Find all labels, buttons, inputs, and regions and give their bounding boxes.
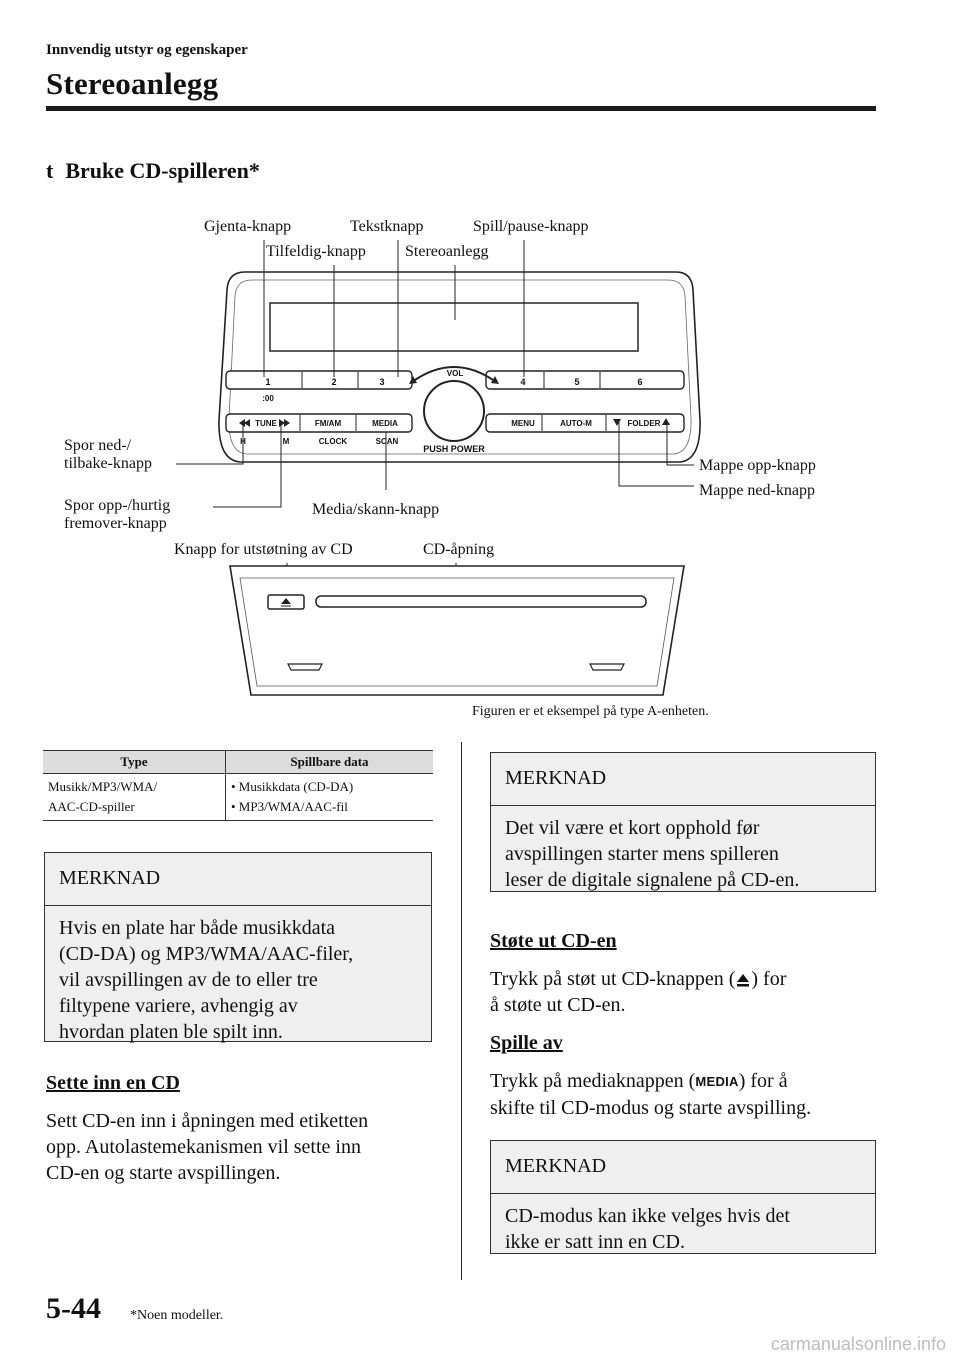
note-right-bottom-title: MERKNAD xyxy=(505,1155,607,1177)
callout-track-down-1: Spor ned-/ xyxy=(64,437,132,454)
callout-track-up-1: Spor opp-/hurtig xyxy=(64,497,171,514)
table-cell-data xyxy=(226,774,434,821)
button-1-label: 1 xyxy=(265,377,271,387)
note-right-top-title: MERKNAD xyxy=(505,767,607,789)
heading-marker: t xyxy=(46,158,54,183)
table-cell-type xyxy=(43,774,226,821)
media-label: MEDIA xyxy=(372,419,398,428)
callout-stereo: Stereoanlegg xyxy=(405,243,489,260)
chapter-title: Stereoanlegg xyxy=(46,66,219,101)
playable-data-table xyxy=(43,750,433,821)
type-line-2: AAC-CD-spiller xyxy=(48,799,135,814)
note-right-top xyxy=(490,752,876,892)
column-divider xyxy=(461,742,462,1280)
footnote: *Noen modeller. xyxy=(130,1308,224,1323)
volume-knob xyxy=(424,381,484,441)
insert-title: Sette inn en CD xyxy=(46,1072,180,1094)
preset-bar-right xyxy=(486,371,684,389)
eject-icon xyxy=(735,972,751,988)
cd-unit-face xyxy=(230,566,684,695)
note-right-top-body: Det vil være et kort opphold før avspillingen starter mens spilleren leser de digitale signalene på CD-en. xyxy=(505,817,800,891)
note-left xyxy=(44,852,432,1042)
callout-eject: Knapp for utstøtning av CD xyxy=(174,541,353,558)
h-label: H xyxy=(240,437,246,446)
section-title: Innvendig utstyr og egenskaper xyxy=(46,42,248,58)
vol-label: VOL xyxy=(446,369,464,378)
push-power-label: PUSH POWER xyxy=(423,444,485,454)
button-5-label: 5 xyxy=(574,377,580,387)
media-button-icon: MEDIA xyxy=(695,1074,739,1089)
menu-label: MENU xyxy=(511,419,535,428)
eject-title: Støte ut CD-en xyxy=(490,930,617,952)
clock-label: CLOCK xyxy=(318,437,348,446)
scan-label: SCAN xyxy=(375,437,399,446)
data-item-1: • Musikkdata (CD-DA) xyxy=(231,779,354,794)
autom-label: AUTO-M xyxy=(560,419,592,428)
button-2-label: 2 xyxy=(331,377,337,387)
callout-random: Tilfeldig-knapp xyxy=(266,243,366,260)
callout-slot: CD-åpning xyxy=(423,541,495,558)
figure-caption: Figuren er et eksempel på type A-enheten. xyxy=(472,704,709,719)
table-row xyxy=(43,774,433,821)
callout-text: Tekstknapp xyxy=(350,218,424,235)
insert-text: Sett CD-en inn i åpningen med etiketten opp. Autolastemekanismen vil sette inn CD-en og starte avspillingen. xyxy=(46,1110,369,1184)
type-line-1: Musikk/MP3/WMA/ xyxy=(48,779,158,794)
callout-folder-up: Mappe opp-knapp xyxy=(699,457,816,474)
m-label: M xyxy=(282,437,290,446)
callout-folder-down: Mappe ned-knapp xyxy=(699,482,815,499)
cd-slot xyxy=(316,596,646,607)
button-6-label: 6 xyxy=(637,377,643,387)
button-4-label: 4 xyxy=(520,377,526,387)
sub-00-label: :00 xyxy=(262,394,274,403)
folder-label: FOLDER xyxy=(627,419,661,428)
table-header-type: Type xyxy=(43,751,226,774)
page-number: 5-44 xyxy=(46,1292,101,1325)
note-right-bottom-body: CD-modus kan ikke velges hvis det ikke er satt inn en CD. xyxy=(505,1205,790,1253)
callout-media-scan: Media/skann-knapp xyxy=(312,501,440,518)
heading-text: Bruke CD-spilleren* xyxy=(65,158,260,183)
play-title: Spille av xyxy=(490,1032,563,1054)
play-text: Trykk på mediaknappen (MEDIA) for å skifte til CD-modus og starte avspilling. xyxy=(490,1070,812,1119)
callout-playpause: Spill/pause-knapp xyxy=(473,218,589,235)
fmam-label: FM/AM xyxy=(314,419,342,428)
watermark: carmanualsonline.info xyxy=(770,1334,946,1354)
callout-track-down-2: tilbake-knapp xyxy=(64,455,152,472)
tune-label: TUNE xyxy=(255,419,277,428)
note-left-title: MERKNAD xyxy=(59,867,161,889)
callout-track-up-2: fremover-knapp xyxy=(64,515,167,532)
note-left-body: Hvis en plate har både musikkdata (CD-DA) og MP3/WMA/AAC-filer, vil avspillingen av de to eller tre filtypene variere, avhengig av hvordan platen ble spilt inn. xyxy=(59,917,354,1043)
table-header-data: Spillbare data xyxy=(226,751,434,774)
data-item-2: • MP3/WMA/AAC-fil xyxy=(231,799,348,814)
button-3-label: 3 xyxy=(379,377,385,387)
stereo-display xyxy=(270,303,638,351)
note-right-bottom xyxy=(490,1140,876,1254)
eject-text: Trykk på støt ut CD-knappen ( ) for å støte ut CD-en. xyxy=(490,968,787,1016)
callout-repeat: Gjenta-knapp xyxy=(204,218,292,235)
